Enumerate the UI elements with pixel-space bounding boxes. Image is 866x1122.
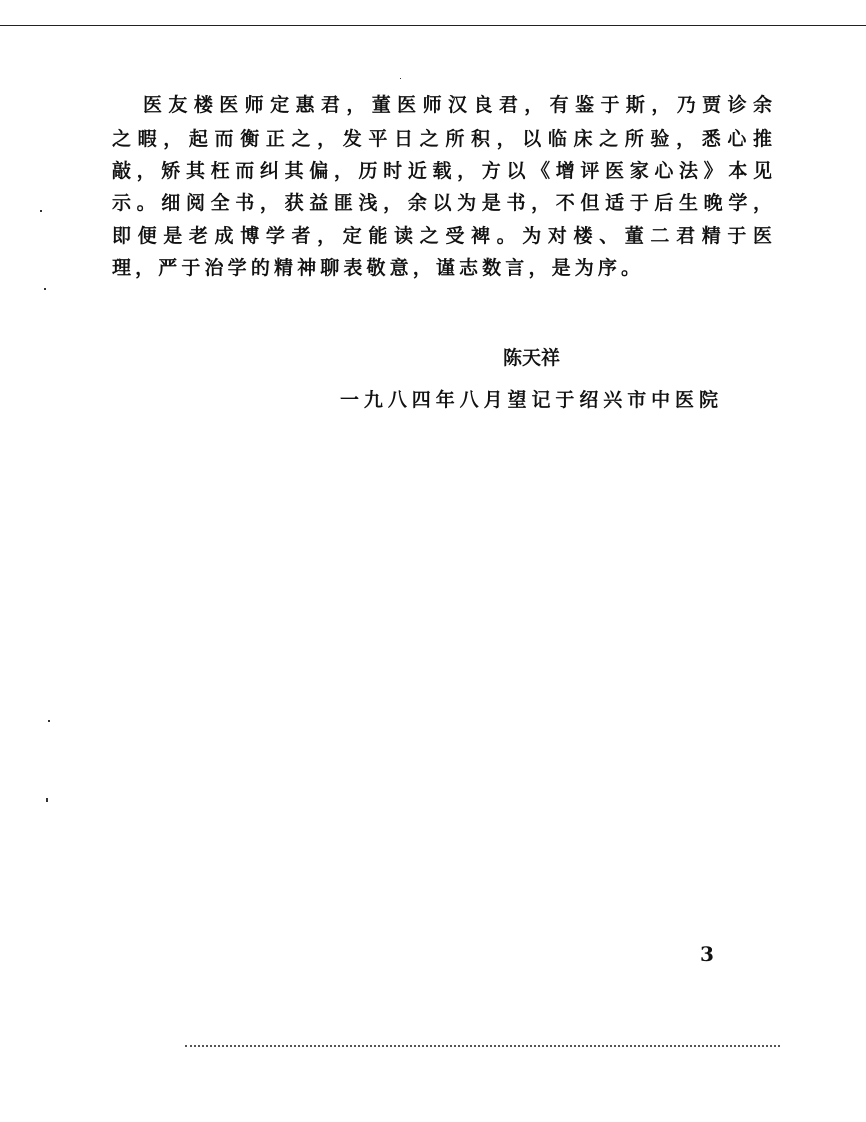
scan-speck xyxy=(44,288,46,290)
scan-speck xyxy=(48,720,50,722)
body-line: 理，严于治学的精神聊表敬意，谨志数言，是为序。 xyxy=(112,257,640,279)
scan-artifact-line xyxy=(185,1045,780,1047)
scan-speck xyxy=(400,78,401,79)
scan-speck xyxy=(46,798,48,802)
body-line: 示。细阅全书，获益匪浅，余以为是书，不但适于后生晚学， xyxy=(112,192,772,214)
author-signature: 陈天祥 xyxy=(503,347,561,369)
body-line: 即便是老成博学者，定能读之受裨。为对楼、董二君精于医 xyxy=(112,225,772,247)
scan-speck xyxy=(40,210,42,212)
body-line: 敲，矫其枉而纠其偏，历时近载，方以《增评医家心法》本见 xyxy=(112,160,772,182)
date-line: 一九八四年八月望记于绍兴市中医院 xyxy=(340,389,718,411)
body-line: 之暇，起而衡正之，发平日之所积，以临床之所验，悉心推 xyxy=(112,128,772,150)
page-number: 3 xyxy=(700,942,714,966)
top-rule xyxy=(0,25,866,26)
body-line: 医友楼医师定惠君，董医师汉良君，有鉴于斯，乃贾诊余 xyxy=(143,94,772,116)
